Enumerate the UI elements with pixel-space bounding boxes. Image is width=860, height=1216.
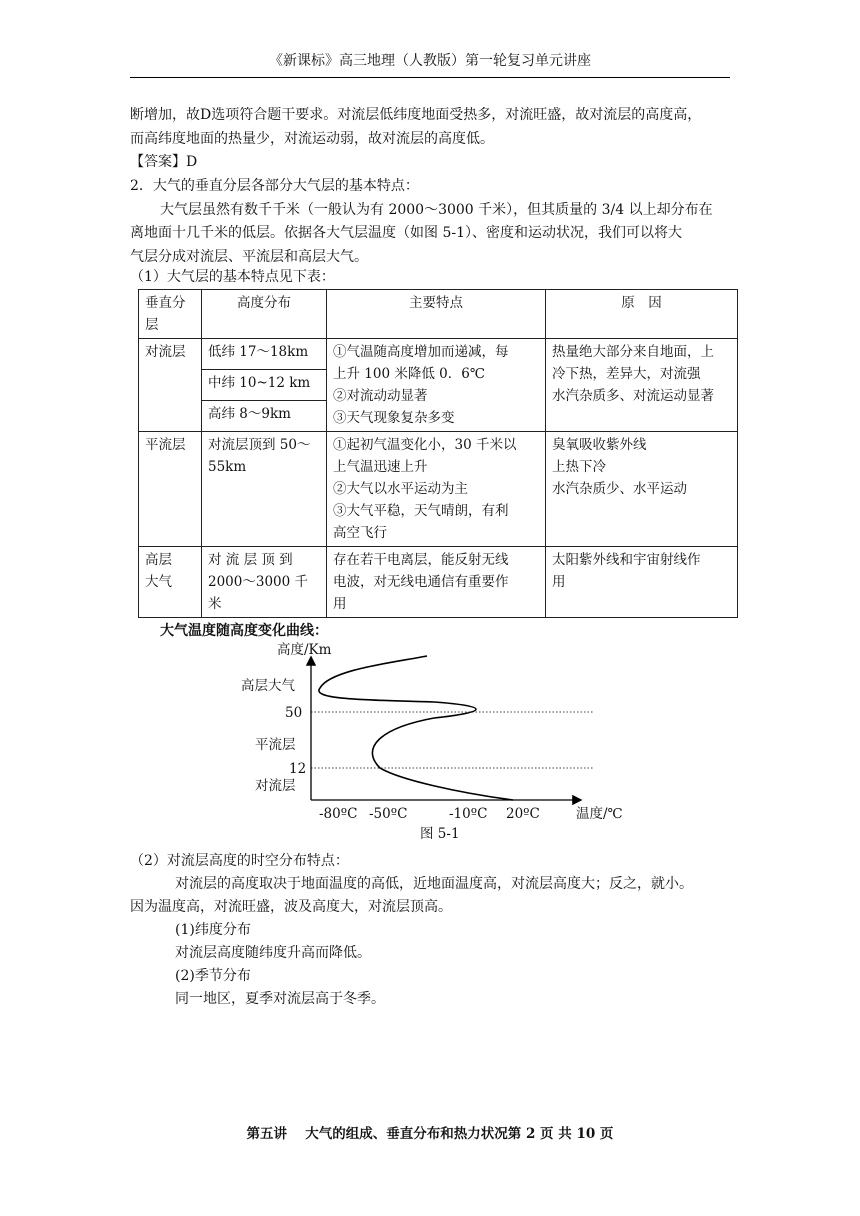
- features-cell: ①气温随高度增加而递减，每 上升 100 米降低 0．6℃ ②对流动动显著 ③天气现象复杂多变: [327, 339, 546, 432]
- table-row: [139, 547, 738, 618]
- page-header: 《新课标》高三地理（人教版）第一轮复习单元讲座: [269, 53, 591, 69]
- temperature-curve: [319, 656, 513, 800]
- layer-label-stratosphere: 平流层: [255, 737, 296, 753]
- features-cell: 存在若干电离层，能反射无线 电波，对无线电通信有重要作 用: [327, 547, 546, 618]
- paragraph-line: 大气层虽然有数千千米（一般认为有 2000～3000 千米），但其质量的 3/4 以上却分布在: [160, 202, 713, 218]
- paragraph-line: 离地面十几千米的低层。依据各大气层温度（如图 5-1）、密度和运动状况，我们可以将大: [130, 225, 682, 241]
- features-cell: ①起初气温变化小，30 千米以 上气温迅速上升 ②大气以水平运动为主 ③大气平稳，天气晴朗，有利 高空飞行: [327, 432, 546, 547]
- paragraph-line: 而高纬度地面的热量少，对流运动弱，故对流层的高度低。: [130, 131, 494, 147]
- reason-cell: 太阳紫外线和宇宙射线作 用: [546, 547, 738, 618]
- height-cell: 对流层顶到 50～ 55km: [202, 432, 327, 547]
- paragraph-line: 同一地区，夏季对流层高于冬季。: [175, 991, 385, 1007]
- section-heading: 2．大气的垂直分层各部分大气层的基本特点：: [130, 178, 419, 194]
- chart-title: 大气温度随高度变化曲线：: [160, 623, 328, 639]
- table-header-row: [139, 290, 738, 339]
- x-axis-label: 温度/℃: [576, 806, 623, 822]
- x-tick-label: -80ºC: [319, 806, 358, 822]
- paragraph-line: 因为温度高，对流旺盛，波及高度大，对流层顶高。: [130, 899, 452, 915]
- page-footer: 第五讲 大气的组成、垂直分布和热力状况第 2 页 共 10 页: [246, 1126, 614, 1142]
- table-row: [139, 339, 738, 370]
- x-tick-label: -10ºC: [449, 806, 488, 822]
- layer-label-upper: 高层大气: [241, 678, 295, 694]
- layer-name-cell: 高层 大气: [139, 547, 202, 618]
- header-divider: [130, 77, 730, 78]
- paragraph-line: 对流层的高度取决于地面温度的高低，近地面温度高，对流层高度大；反之，就小。: [175, 876, 693, 892]
- paragraph-line: 断增加，故D选项符合题干要求。对流层低纬度地面受热多，对流旺盛，故对流层的高度高，: [130, 107, 702, 123]
- x-tick-label: -50ºC: [369, 806, 408, 822]
- subheading: (1)纬度分布: [175, 922, 251, 938]
- y-tick-label: 50: [285, 705, 303, 721]
- height-cell: 对 流 层 顶 到 2000～3000 千米: [202, 547, 327, 618]
- table-header-cell: 主要特点: [327, 290, 546, 339]
- answer-line: 【答案】D: [130, 154, 198, 170]
- reason-cell: 热量绝大部分来自地面，上 冷下热，差异大，对流强 水汽杂质多、对流运动显著: [546, 339, 738, 432]
- height-cell: 中纬 10~12 km: [202, 370, 327, 401]
- figure-caption: 图 5-1: [420, 826, 460, 842]
- height-cell: 高纬 8～9km: [202, 401, 327, 432]
- table-header-cell: 高度分布: [202, 290, 327, 339]
- y-axis-label: 高度/Km: [277, 642, 332, 658]
- table-header-cell: 原 因: [546, 290, 738, 339]
- table-row: [139, 432, 738, 547]
- layer-label-troposphere: 对流层: [255, 778, 296, 794]
- layer-name-cell: 平流层: [139, 432, 202, 547]
- y-tick-label: 12: [289, 761, 307, 777]
- table-header-cell: 垂直分 层: [139, 290, 202, 339]
- table-caption: （1）大气层的基本特点见下表：: [130, 269, 335, 285]
- reason-cell: 臭氧吸收紫外线 上热下冷 水汽杂质少、水平运动: [546, 432, 738, 547]
- paragraph-line: 气层分成对流层、平流层和高层大气。: [130, 249, 368, 265]
- atmosphere-table: [138, 289, 738, 618]
- temperature-chart: [230, 638, 650, 848]
- paragraph-line: 对流层高度随纬度升高而降低。: [175, 945, 371, 961]
- height-cell: 低纬 17～18km: [202, 339, 327, 370]
- x-tick-label: 20ºC: [506, 806, 540, 822]
- subheading: (2)季节分布: [175, 968, 251, 984]
- layer-name-cell: 对流层: [139, 339, 202, 432]
- section-heading: （2）对流层高度的时空分布特点：: [130, 853, 349, 869]
